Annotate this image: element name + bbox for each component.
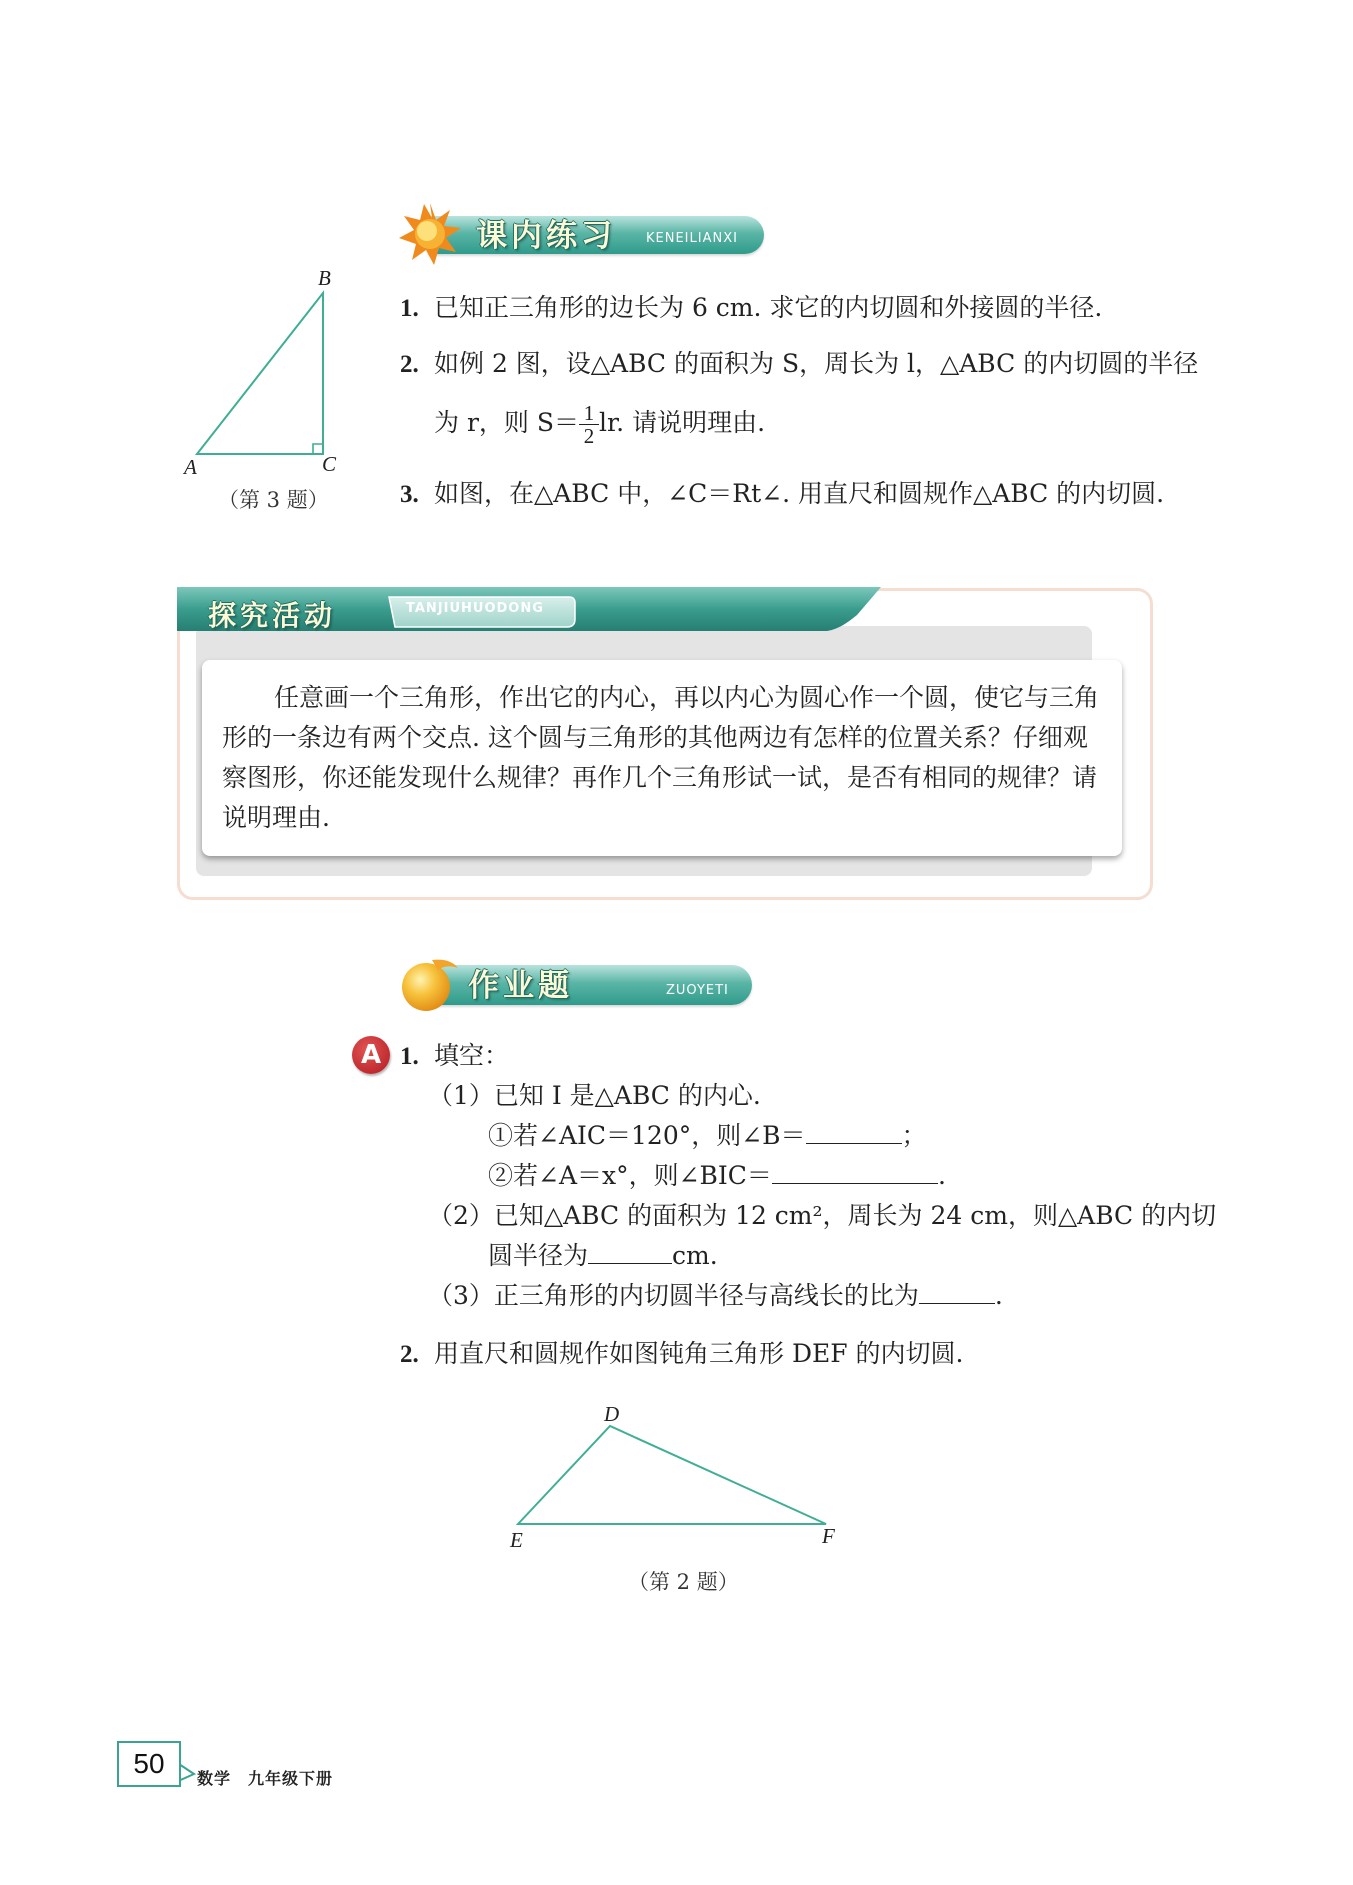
homework-q1-part1b xyxy=(488,1158,946,1194)
triangle-abc xyxy=(197,293,323,454)
fraction xyxy=(579,402,599,447)
q-text: . xyxy=(937,1161,946,1190)
fraction-denominator: 2 xyxy=(583,424,595,448)
q-text: cm. xyxy=(672,1241,718,1270)
sun-icon xyxy=(398,202,462,266)
fraction-numerator: 1 xyxy=(579,402,599,425)
triangle-def xyxy=(518,1426,826,1524)
practice-q2-line2 xyxy=(434,402,765,447)
orb-icon xyxy=(398,954,462,1016)
answer-blank[interactable] xyxy=(772,1159,938,1184)
homework-header-title: 作业题 xyxy=(468,968,573,1004)
q-text: ①若∠AIC＝120°，则∠B＝ xyxy=(488,1121,806,1150)
q-text: 已知正三角形的边长为 6 cm. 求它的内切圆和外接圆的半径. xyxy=(434,293,1103,322)
practice-q2 xyxy=(400,346,1198,383)
q-number: 1. xyxy=(400,295,419,322)
homework-q2 xyxy=(400,1336,963,1373)
q-title: 填空： xyxy=(434,1041,510,1070)
q-text: lr. 请说明理由. xyxy=(598,408,766,437)
q-text: . xyxy=(994,1281,1003,1310)
figure-caption-q3: （第 3 题） xyxy=(218,488,329,512)
q-number: 3. xyxy=(400,481,419,508)
homework-q1-part1a xyxy=(488,1118,927,1154)
activity-text: 任意画一个三角形，作出它的内心，再以内心为圆心作一个圆，使它与三角形的一条边有两个交点. 这个圆与三角形的其他两边有怎样的位置关系？仔细观察图形，你还能发现什么规律？再作几个三角形试一试，是否有相同的规律？请说明理由. xyxy=(222,683,1100,832)
label-c: C xyxy=(322,452,337,476)
homework-q1-part2-line2 xyxy=(488,1238,718,1274)
homework-q1-part1: （1）已知 I 是△ABC 的内心. xyxy=(428,1081,761,1110)
answer-blank[interactable] xyxy=(806,1119,902,1144)
homework-header-sub: ZUOYETI xyxy=(666,983,729,998)
homework-q1 xyxy=(400,1038,509,1075)
label-d: D xyxy=(604,1402,620,1426)
level-a-badge: A xyxy=(352,1036,390,1074)
q-text: 如图，在△ABC 中，∠C＝Rt∠. 用直尺和圆规作△ABC 的内切圆. xyxy=(434,479,1165,508)
homework-q1-part3 xyxy=(428,1278,1003,1314)
figure-right-triangle xyxy=(180,262,360,482)
q-text: ； xyxy=(901,1121,927,1150)
q-text: （3）正三角形的内切圆半径与高线长的比为 xyxy=(428,1281,919,1310)
answer-blank[interactable] xyxy=(588,1239,672,1264)
q-text: 为 r，则 S＝ xyxy=(434,408,579,437)
activity-header-sub: TANJIUHUODONG xyxy=(406,601,544,616)
q-number: 2. xyxy=(400,1341,419,1368)
homework-q1-part2: （2）已知△ABC 的面积为 12 cm²，周长为 24 cm，则△ABC 的内切 xyxy=(428,1201,1217,1230)
label-a: A xyxy=(184,455,197,479)
q-number: 2. xyxy=(400,351,419,378)
book-title: 数学 九年级下册 xyxy=(197,1769,334,1788)
practice-header-sub: KENEILIANXI xyxy=(646,231,738,246)
practice-q3 xyxy=(400,476,1164,513)
q-text: 如例 2 图，设△ABC 的面积为 S，周长为 l，△ABC 的内切圆的半径 xyxy=(434,349,1199,378)
page-number: 50 xyxy=(117,1741,181,1787)
practice-header-title: 课内练习 xyxy=(476,218,616,254)
activity-header-title: 探究活动 xyxy=(208,599,337,632)
answer-blank[interactable] xyxy=(919,1279,995,1304)
label-f: F xyxy=(822,1524,835,1548)
q-text: 用直尺和圆规作如图钝角三角形 DEF 的内切圆. xyxy=(434,1339,964,1368)
label-b: B xyxy=(318,266,331,290)
q-text: ②若∠A＝x°，则∠BIC＝ xyxy=(488,1161,772,1190)
practice-q1 xyxy=(400,290,1102,327)
q-number: 1. xyxy=(400,1043,419,1070)
figure-caption-q2: （第 2 题） xyxy=(628,1570,739,1594)
q-text: 圆半径为 xyxy=(488,1241,589,1270)
label-e: E xyxy=(510,1528,523,1552)
figure-obtuse-triangle xyxy=(500,1410,860,1550)
